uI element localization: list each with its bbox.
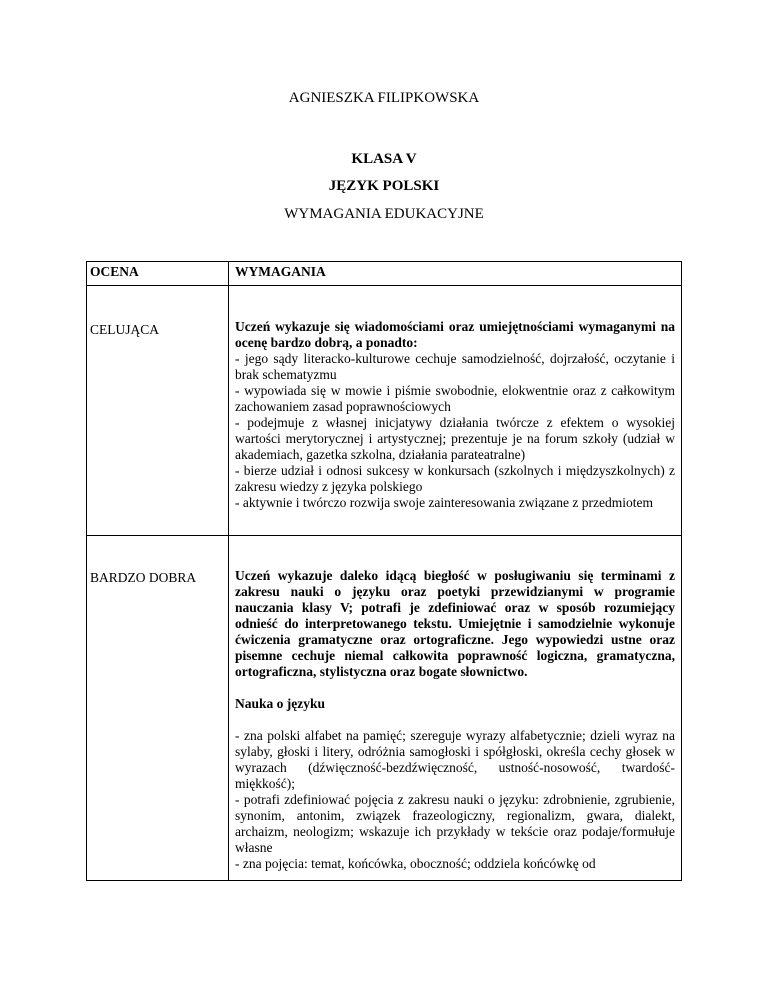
document-title: WYMAGANIA EDUKACYJNE [284,206,484,222]
author-name: AGNIESZKA FILIPKOWSKA [288,90,480,106]
list-item: - zna pojęcia: temat, końcówka, oboczność; oddziela końcówkę od [235,856,596,871]
requirements-cell [229,536,682,881]
section-heading: Nauka o języku [235,696,326,711]
list-item: - jego sądy literacko-kulturowe cechuje samodzielność, dojrzałość, oczytanie i brak schematyzmu [235,351,675,382]
requirements-cell [229,286,682,536]
requirements-intro: Uczeń wykazuje daleko idącą biegłość w posługiwaniu się terminami z zakresu nauki o języku oraz poetyki przewidzianymi w programie nauczania klasy V; potrafi je zdefiniować oraz w sposób rozumiejący odnieść do interpretowanego tekstu. Umiejętnie i samodzielnie wykonuje ćwiczenia gramatyczne oraz ortograficzne. Jego wypowiedzi ustne oraz pisemne cechuje niemal całkowita poprawność logiczna, gramatyczna, ortograficzna, stylistyczna oraz bogate słownictwo. [235,568,675,679]
table-row [87,536,682,881]
list-item: - aktywnie i twórczo rozwija swoje zainteresowania związane z przedmiotem [235,495,653,510]
grade-cell: BARDZO DOBRA [87,536,229,881]
subject-heading: JĘZYK POLSKI [328,178,440,194]
header-grade: OCENA [87,262,229,286]
grade-cell: CELUJĄCA [87,286,229,536]
spacer [235,511,675,527]
table-row [87,286,682,536]
table-header-row [87,262,682,286]
list-item: - potrafi zdefiniować pojęcia z zakresu nauki o języku: zdrobnienie, zgrubienie, synonim, antonim, związek frazeologiczny, regionalizm, gwara, dialekt, archaizm, neologizm; wskazuje ich przykłady w tekście oraz podaje/formułuje własne [235,792,675,855]
spacer [235,712,675,728]
class-heading: KLASA V [351,151,417,167]
list-item: - podejmuje z własnej inicjatywy działania twórcze z efektem o wysokiej wartości merytorycznej i artystycznej; prezentuje je na forum szkoły (udział w akademiach, gazetka szkolna, działania parateatralne) [235,415,675,462]
list-item: - wypowiada się w mowie i piśmie swobodnie, elokwentnie oraz z całkowitym zachowaniem zasad poprawnościowych [235,383,675,414]
requirements-intro: Uczeń wykazuje się wiadomościami oraz umiejętnościami wymaganymi na ocenę bardzo dobrą, a ponadto: [235,319,675,350]
list-item: - bierze udział i odnosi sukcesy w konkursach (szkolnych i międzyszkolnych) z zakresu wiedzy z języka polskiego [235,463,675,494]
header-requirements: WYMAGANIA [229,262,682,286]
list-item: - zna polski alfabet na pamięć; szereguje wyrazy alfabetycznie; dzieli wyraz na sylaby, głoski i litery, odróżnia samogłoski i spółgłoski, określa cechy głosek w wyrazach (dźwięczność-bezdźwięczność, ustność-nosowość, twardość-miękkość); [235,728,675,791]
requirements-table [86,261,682,881]
